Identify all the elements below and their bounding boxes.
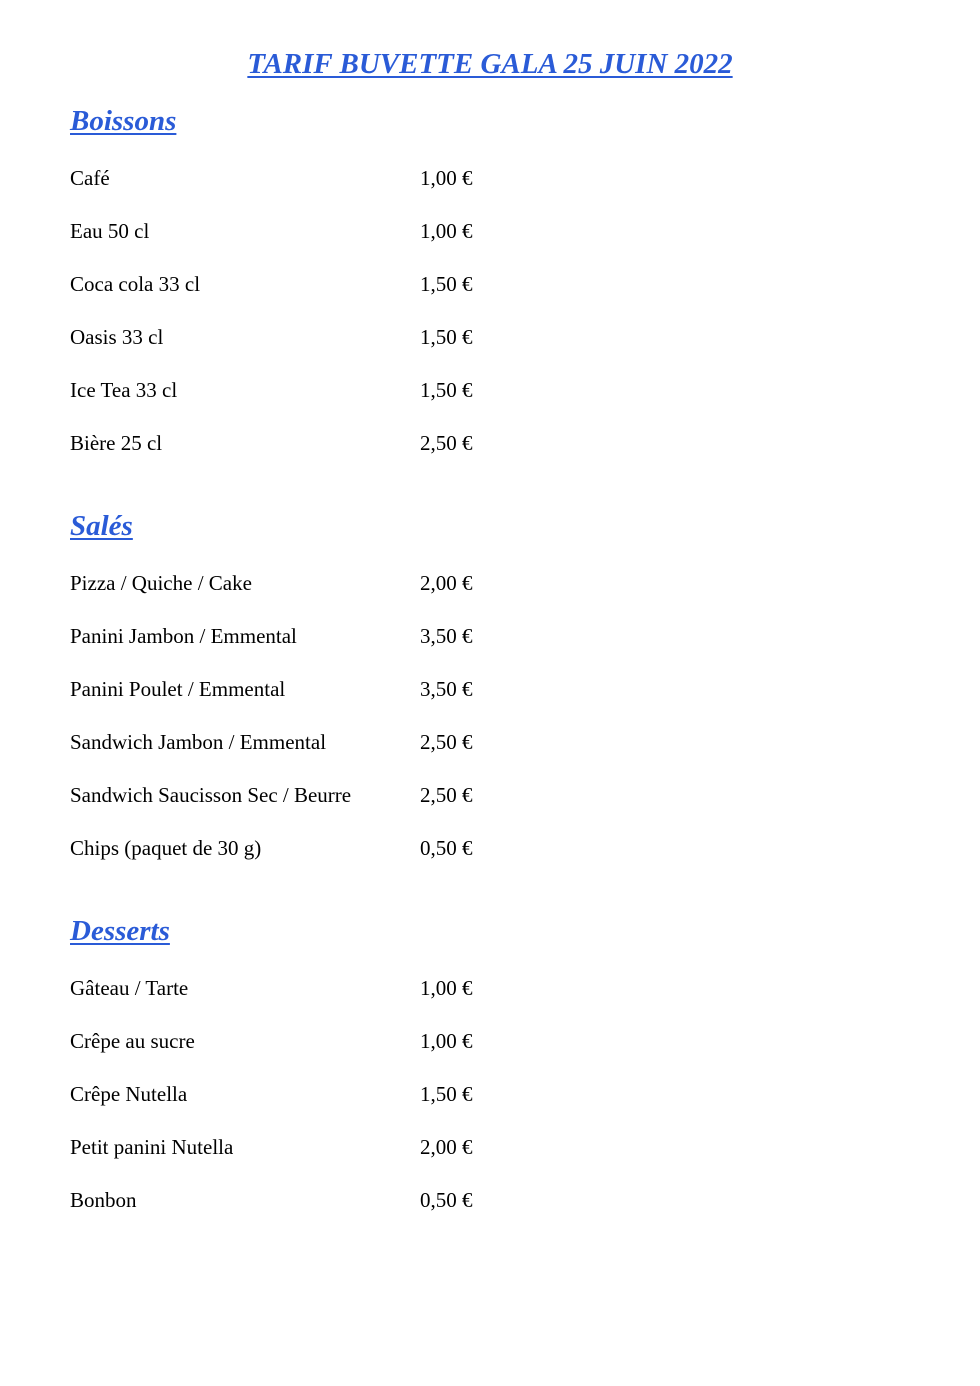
section-title-desserts: Desserts (70, 915, 170, 947)
item-price: 1,00 € (420, 976, 473, 1000)
menu-list-boissons (70, 164, 590, 482)
item-price: 1,50 € (420, 1082, 473, 1106)
menu-item (70, 164, 590, 217)
item-name: Crêpe au sucre (70, 1029, 195, 1053)
item-price: 3,50 € (420, 677, 473, 701)
item-price: 1,00 € (420, 166, 473, 190)
menu-item (70, 675, 590, 728)
item-price: 2,50 € (420, 730, 473, 754)
menu-item (70, 728, 590, 781)
item-price: 2,50 € (420, 431, 473, 455)
item-name: Bonbon (70, 1188, 137, 1212)
section-title-sales: Salés (70, 510, 133, 542)
item-name: Eau 50 cl (70, 219, 150, 243)
menu-item (70, 376, 590, 429)
item-price: 1,50 € (420, 272, 473, 296)
item-name: Panini Poulet / Emmental (70, 677, 286, 701)
item-name: Bière 25 cl (70, 431, 163, 455)
menu-list-sales (70, 569, 590, 887)
item-name: Café (70, 166, 110, 190)
menu-item (70, 217, 590, 270)
item-name: Crêpe Nutella (70, 1082, 188, 1106)
menu-item (70, 270, 590, 323)
menu-item (70, 974, 590, 1027)
menu-item (70, 1186, 590, 1239)
item-name: Ice Tea 33 cl (70, 378, 178, 402)
menu-item (70, 1080, 590, 1133)
menu-item (70, 622, 590, 675)
item-price: 2,00 € (420, 571, 473, 595)
menu-item (70, 429, 590, 482)
menu-item (70, 569, 590, 622)
item-price: 1,00 € (420, 1029, 473, 1053)
item-name: Coca cola 33 cl (70, 272, 201, 296)
item-price: 1,50 € (420, 378, 473, 402)
menu-item (70, 781, 590, 834)
item-price: 2,00 € (420, 1135, 473, 1159)
item-price: 2,50 € (420, 783, 473, 807)
item-name: Petit panini Nutella (70, 1135, 234, 1159)
item-name: Sandwich Saucisson Sec / Beurre (70, 783, 352, 807)
item-price: 3,50 € (420, 624, 473, 648)
menu-item (70, 323, 590, 376)
item-name: Chips (paquet de 30 g) (70, 836, 262, 860)
page-title: TARIF BUVETTE GALA 25 JUIN 2022 (247, 48, 733, 80)
menu-item (70, 834, 590, 887)
menu-list-desserts (70, 974, 590, 1239)
menu-item (70, 1027, 590, 1080)
item-price: 1,00 € (420, 219, 473, 243)
item-name: Oasis 33 cl (70, 325, 164, 349)
item-name: Panini Jambon / Emmental (70, 624, 297, 648)
item-name: Gâteau / Tarte (70, 976, 189, 1000)
item-price: 1,50 € (420, 325, 473, 349)
item-name: Sandwich Jambon / Emmental (70, 730, 327, 754)
menu-item (70, 1133, 590, 1186)
item-price: 0,50 € (420, 836, 473, 860)
item-name: Pizza / Quiche / Cake (70, 571, 252, 595)
section-title-boissons: Boissons (70, 105, 177, 137)
item-price: 0,50 € (420, 1188, 473, 1212)
